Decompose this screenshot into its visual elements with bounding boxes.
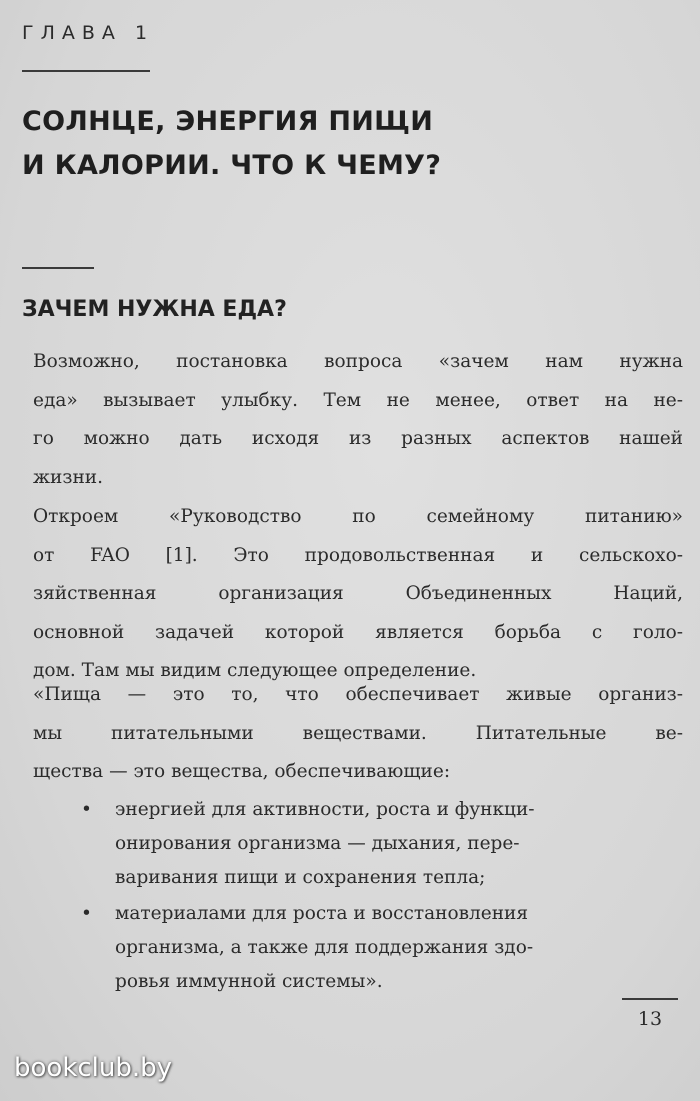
paragraph-line: го можно дать исходя из разных аспектов нашей [33, 428, 683, 449]
page-number: 13 [637, 1008, 663, 1030]
chapter-label: ГЛАВА 1 [22, 22, 155, 44]
watermark: bookclub.by [14, 1053, 173, 1083]
paragraph-line: мы питательными веществами. Питательные ве- [33, 722, 683, 744]
list-item-line: организма, а также для поддержания здо- [115, 937, 534, 958]
list-item [33, 793, 683, 895]
list-item-line: онирования организма — дыхания, пере- [115, 833, 520, 854]
list-item-line: варивания пищи и сохранения тепла; [115, 867, 486, 888]
list-item-line: ровья иммунной системы». [115, 971, 383, 992]
header-rule [22, 70, 150, 72]
paragraph-line: Возможно, постановка вопроса «зачем нам нужна [33, 351, 683, 372]
paragraph [33, 676, 683, 792]
paragraph-line: «Пища — это то, что обеспечивает живые организ- [33, 684, 683, 705]
paragraph-line: щества — это вещества, обеспечивающие: [33, 761, 451, 782]
paragraph-line: зяйственная организация Объединенных Наций, [33, 583, 683, 604]
paragraph-line: Откроем «Руководство по семейному питанию» [33, 506, 683, 527]
paragraph-line: дом. Там мы видим следующее определение. [33, 660, 477, 681]
list-item-line: материалами для роста и восстановления [115, 903, 529, 924]
paragraph-line: основной задачей которой является борьба с голо- [33, 621, 683, 643]
section-title: ЗАЧЕМ НУЖНА ЕДА? [22, 297, 287, 322]
list-item [33, 897, 683, 999]
bullet-list [33, 793, 683, 1001]
paragraph [33, 498, 683, 691]
bullet-dot: • [81, 799, 92, 820]
list-item-line: энергией для активности, роста и функци- [115, 799, 535, 820]
section-rule [22, 267, 94, 269]
paragraph-line: еда» вызывает улыбку. Тем не менее, ответ на не- [33, 389, 683, 411]
chapter-title-line: И КАЛОРИИ. ЧТО К ЧЕМУ? [22, 150, 442, 181]
paragraph [33, 343, 683, 497]
chapter-title [22, 100, 682, 188]
paragraph-line: жизни. [33, 466, 103, 488]
page-number-rule [622, 998, 678, 1000]
bullet-dot: • [81, 903, 92, 924]
paragraph-line: от FAO [1]. Это продовольственная и сельскохо- [33, 544, 683, 566]
chapter-title-line: СОЛНЦЕ, ЭНЕРГИЯ ПИЩИ [22, 106, 434, 137]
